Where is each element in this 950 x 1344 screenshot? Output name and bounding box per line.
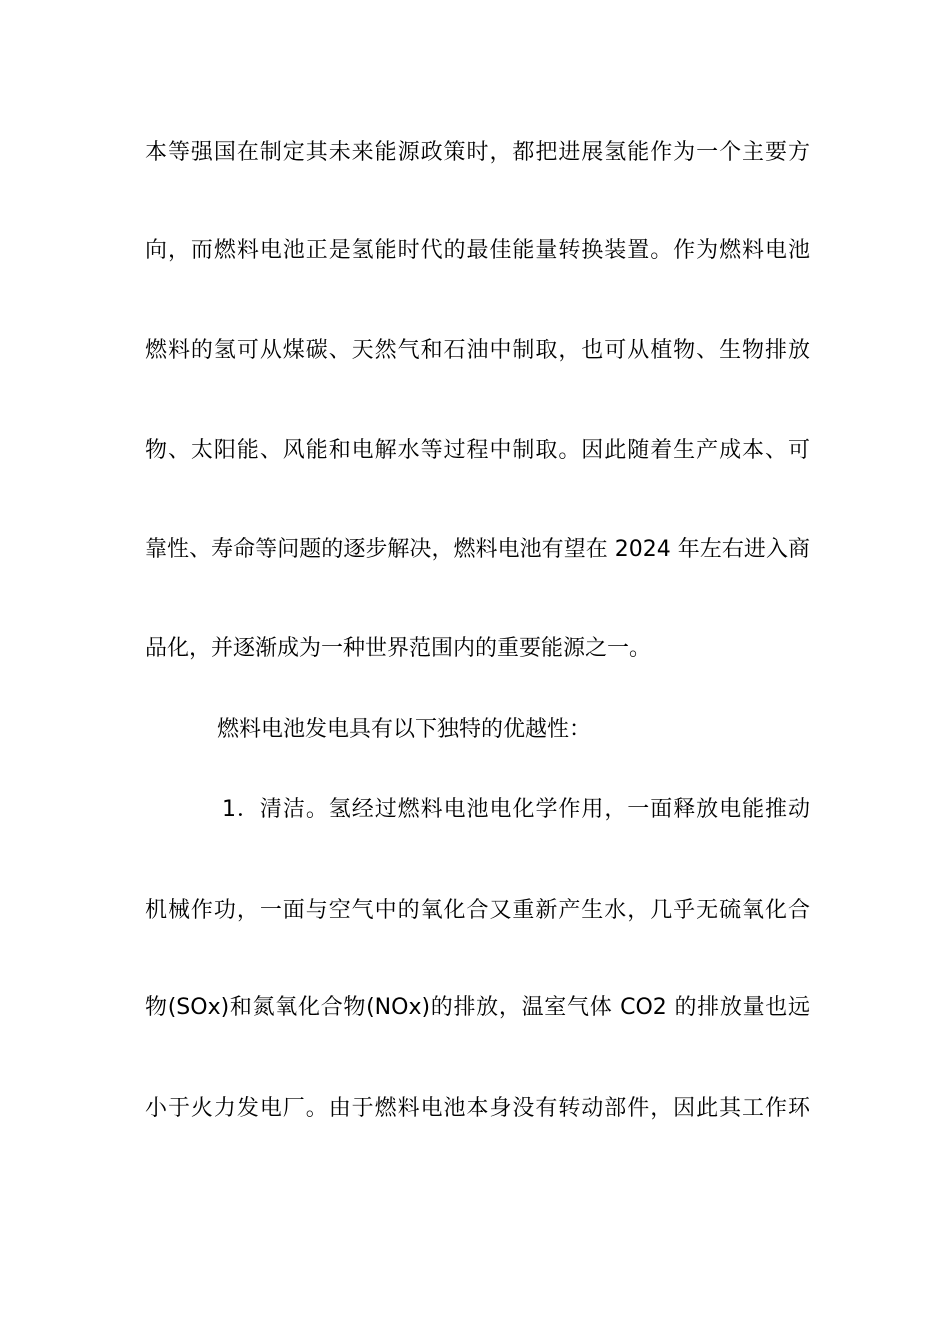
paragraph-line: 本等强国在制定其未来能源政策时，都把进展氢能作为一个主要方 bbox=[145, 140, 810, 165]
paragraph-line: 物(SOx)和氮氧化合物(NOx)的排放，温室气体 CO2 的排放量也远 bbox=[145, 995, 810, 1020]
paragraph-line: 燃料的氢可从煤碳、天然气和石油中制取，也可从植物、生物排放 bbox=[145, 338, 810, 363]
paragraph-line: 品化，并逐渐成为一种世界范围内的重要能源之一。 bbox=[145, 636, 652, 661]
list-item-line: 1．清洁。氢经过燃料电池电化学作用，一面释放电能推动 bbox=[222, 797, 810, 822]
paragraph-line: 机械作功，一面与空气中的氧化合又重新产生水，几乎无硫氧化合 bbox=[145, 898, 810, 923]
paragraph-line: 物、太阳能、风能和电解水等过程中制取。因此随着生产成本、可 bbox=[145, 438, 810, 463]
paragraph-heading-line: 燃料电池发电具有以下独特的优越性： bbox=[217, 717, 592, 742]
paragraph-line: 向，而燃料电池正是氢能时代的最佳能量转换装置。作为燃料电池 bbox=[145, 238, 810, 263]
paragraph-line: 小于火力发电厂。由于燃料电池本身没有转动部件，因此其工作环 bbox=[145, 1096, 810, 1121]
paragraph-line: 靠性、寿命等问题的逐步解决，燃料电池有望在 2024 年左右进入商 bbox=[145, 537, 810, 562]
